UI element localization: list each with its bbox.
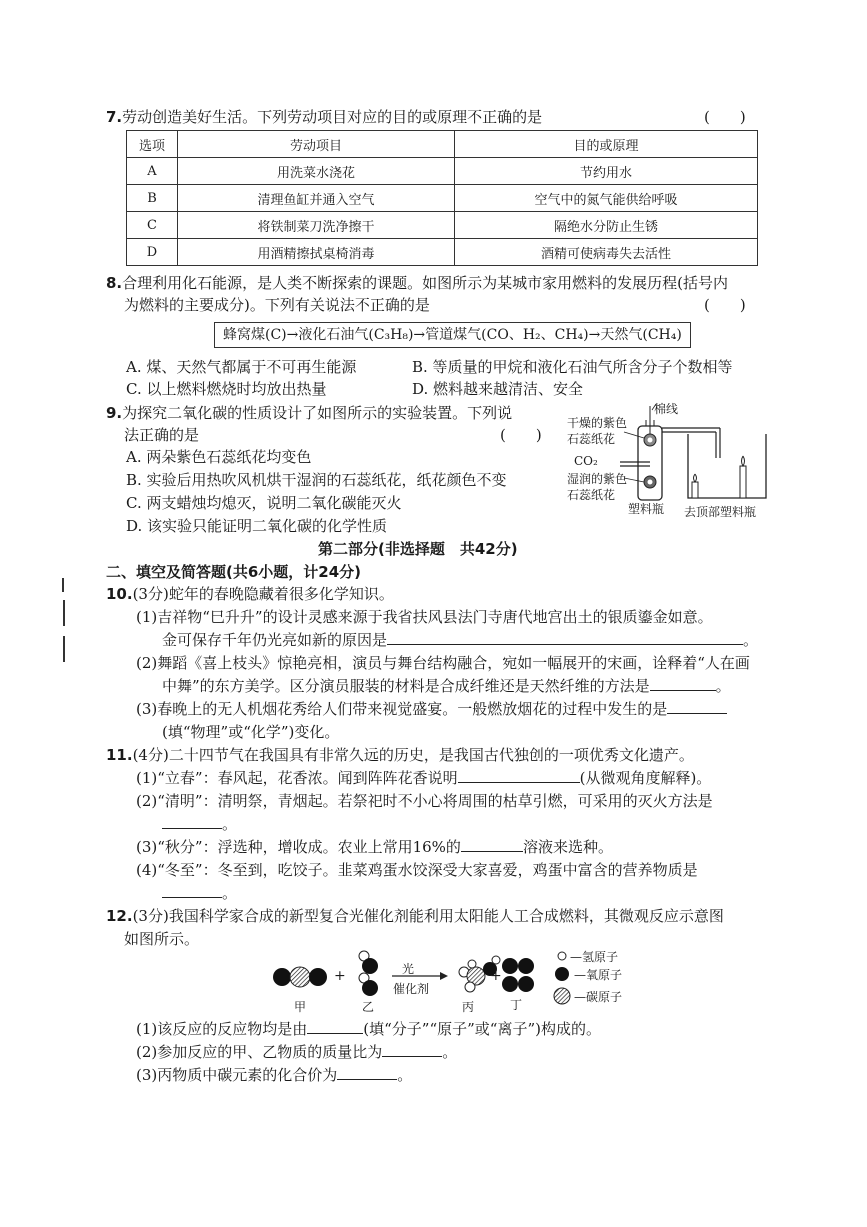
q7-number: 7. (106, 108, 123, 126)
table-cell: 隔绝水分防止生锈 (455, 212, 758, 239)
condition-light: 光 (402, 962, 415, 976)
q12-line1-text: (3分)我国科学家合成的新型复合光催化剂能利用太阳能人工合成燃料，其微观反应示意图 (132, 907, 724, 925)
part-two-title: 第二部分(非选择题 共42分) (318, 540, 518, 558)
answer-blank[interactable] (307, 1018, 363, 1034)
q8-line1 (106, 272, 728, 294)
q12-sub2-text: (2)参加反应的甲、乙物质的质量比为 (136, 1043, 383, 1061)
q11-stem-text: (4分)二十四节气在我国具有非常久远的历史，是我国古代独创的一项优秀文化遗产。 (132, 746, 694, 764)
q9-option-a[interactable]: A. 两朵紫色石蕊纸花均变色 (126, 448, 312, 466)
label-jia: 甲 (294, 1000, 307, 1014)
q11-sub4-line1: (4)“冬至”：冬至到，吃饺子。韭菜鸡蛋水饺深受大家喜爱，鸡蛋中富含的营养物质是 (136, 861, 698, 879)
answer-blank[interactable] (337, 1064, 397, 1080)
margin-mark (63, 600, 65, 626)
q8-option-b[interactable]: B. 等质量的甲烷和液化石油气所含分子个数相等 (412, 358, 733, 376)
table-cell: D (127, 239, 178, 266)
q10-sub1-line2 (162, 629, 758, 651)
q8-option-d[interactable]: D. 燃料越来越清洁、安全 (412, 380, 584, 398)
fig-label-cut-bottle: 去顶部塑料瓶 (684, 505, 757, 519)
q11-sub1-text: (1)“立春”：春风起，花香浓。闻到阵阵花香说明 (136, 769, 458, 787)
q9-option-b[interactable]: B. 实验后用热吹风机烘干湿润的石蕊纸花，纸花颜色不变 (126, 471, 507, 489)
q12-sub3 (136, 1064, 412, 1086)
table-header-cell: 选项 (127, 131, 178, 158)
q12-sub2 (136, 1041, 457, 1063)
table-cell: 清理鱼缸并通入空气 (178, 185, 455, 212)
q8-line2: 为燃料的主要成分)。下列有关说法不正确的是 (124, 296, 430, 314)
answer-blank[interactable] (162, 882, 222, 898)
q7-stem-text: 劳动创造美好生活。下列劳动项目对应的目的或原理不正确的是 (122, 108, 543, 126)
period: 。 (222, 884, 238, 902)
q8-answer-paren[interactable]: ( ) (704, 296, 746, 314)
fig-label-co2: CO₂ (574, 454, 598, 468)
q11-sub2-line1: (2)“清明”：清明祭，青烟起。若祭祀时不小心将周围的枯草引燃，可采用的灭火方法是 (136, 792, 713, 810)
q11-sub1-tail: (从微观角度解释)。 (579, 769, 712, 787)
q8-option-a[interactable]: A. 煤、天然气都属于不可再生能源 (126, 358, 357, 376)
q9-option-c[interactable]: C. 两支蜡烛均熄灭，说明二氧化碳能灭火 (126, 494, 402, 512)
q12-sub1 (136, 1018, 601, 1040)
answer-blank[interactable] (387, 629, 743, 645)
label-yi: 乙 (362, 1000, 375, 1014)
q8-number: 8. (106, 274, 123, 292)
plus-sign: + (490, 968, 502, 984)
q10-stem (106, 583, 394, 605)
table-row (127, 158, 758, 185)
legend-carbon: —碳原子 (574, 990, 623, 1004)
answer-blank[interactable] (650, 675, 716, 691)
label-ding: 丁 (510, 998, 523, 1012)
q12-line1 (106, 905, 724, 927)
table-cell: C (127, 212, 178, 239)
q11-number: 11. (106, 746, 133, 764)
q10-sub2-line2 (162, 675, 731, 697)
q12-sub1-tail: (填“分子”“原子”或“离子”)构成的。 (363, 1020, 601, 1038)
margin-mark (63, 636, 65, 662)
q10-stem-text: (3分)蛇年的春晚隐藏着很多化学知识。 (132, 585, 394, 603)
q11-sub1 (136, 767, 711, 789)
table-cell: 用洗菜水浇花 (178, 158, 455, 185)
q8-option-c[interactable]: C. 以上燃料燃烧时均放出热量 (126, 380, 327, 398)
table-cell: 空气中的氮气能供给呼吸 (455, 185, 758, 212)
q8-line1-text: 合理利用化石能源，是人类不断探索的课题。如图所示为某城市家用燃料的发展历程(括号内 (122, 274, 728, 292)
q11-sub2-line2 (162, 813, 237, 835)
section-two-heading: 二、填空及简答题(共6小题，计24分) (106, 563, 362, 581)
q11-stem (106, 744, 694, 766)
q11-sub3-tail: 溶液来选种。 (522, 838, 613, 856)
answer-blank[interactable] (461, 836, 523, 852)
plus-sign: + (334, 968, 346, 984)
table-header-row (127, 131, 758, 158)
period: 。 (397, 1066, 413, 1084)
q9-answer-paren[interactable]: ( ) (500, 426, 542, 444)
q12-sub1-text: (1)该反应的反应物均是由 (136, 1020, 308, 1038)
q10-sub3-line1 (136, 698, 727, 720)
table-cell: 酒精可使病毒失去活性 (455, 239, 758, 266)
q7-answer-paren[interactable]: ( ) (704, 108, 746, 126)
q10-sub1-line1: (1)吉祥物“巳升升”的设计灵感来源于我省扶风县法门寺唐代地宫出土的银质鎏金如意。 (136, 608, 713, 626)
period: 。 (743, 631, 759, 649)
table-header-cell: 劳动项目 (178, 131, 455, 158)
q7-stem (106, 106, 542, 128)
q9-line2: 法正确的是 (124, 426, 200, 444)
q11-sub3 (136, 836, 613, 858)
table-cell: 将铁制菜刀洗净擦干 (178, 212, 455, 239)
legend-hydrogen: —氢原子 (570, 950, 619, 964)
q10-sub3-text: (3)春晚上的无人机烟花秀给人们带来视觉盛宴。一般燃放烟花的过程中发生的是 (136, 700, 668, 718)
q11-sub4-line2 (162, 882, 237, 904)
answer-blank[interactable] (458, 767, 580, 783)
q10-sub2-line1: (2)舞蹈《喜上枝头》惊艳亮相，演员与舞台结构融合，宛如一幅展开的宋画，诠释着“人在画 (136, 654, 750, 672)
table-row (127, 239, 758, 266)
fuel-history-box: 蜂窝煤(C)→液化石油气(C₃H₈)→管道煤气(CO、H₂、CH₄)→天然气(CH₄) (214, 322, 691, 348)
q10-sub1-text: 金可保存千年仍光亮如新的原因是 (162, 631, 388, 649)
label-bing: 丙 (462, 1000, 475, 1014)
answer-blank[interactable] (162, 813, 222, 829)
fig-label-wet2: 石蕊纸花 (567, 488, 616, 502)
q10-sub2-text: 中舞”的东方美学。区分演员服装的材料是合成纤维还是天然纤维的方法是 (162, 677, 650, 695)
table-cell: 用酒精擦拭桌椅消毒 (178, 239, 455, 266)
q9-line1 (106, 402, 512, 424)
q12-sub3-text: (3)丙物质中碳元素的化合价为 (136, 1066, 338, 1084)
table-header-cell: 目的或原理 (455, 131, 758, 158)
answer-blank[interactable] (382, 1041, 442, 1057)
q10-number: 10. (106, 585, 133, 603)
q9-option-d[interactable]: D. 该实验只能证明二氧化碳的化学性质 (126, 517, 388, 535)
condition-catalyst: 催化剂 (393, 982, 430, 996)
fig-label-bottle: 塑料瓶 (628, 502, 665, 516)
table-row (127, 212, 758, 239)
table-cell: 节约用水 (455, 158, 758, 185)
q9-line1-text: 为探究二氧化碳的性质设计了如图所示的实验装置。下列说 (122, 404, 513, 422)
table-cell: A (127, 158, 178, 185)
table-cell: B (127, 185, 178, 212)
table-row (127, 185, 758, 212)
q7-table (126, 130, 758, 266)
fig-label-cotton: 棉线 (654, 402, 679, 416)
q10-sub3-line2: (填“物理”或“化学”)变化。 (162, 723, 340, 741)
q11-sub3-text: (3)“秋分”：浮选种，增收成。农业上常用16%的 (136, 838, 461, 856)
margin-mark (62, 578, 64, 592)
fig-label-dry1: 干燥的紫色 (567, 416, 628, 430)
q12-number: 12. (106, 907, 133, 925)
period: 。 (222, 815, 238, 833)
legend-oxygen: —氧原子 (574, 968, 623, 982)
q12-line2: 如图所示。 (124, 930, 200, 948)
period: 。 (442, 1043, 458, 1061)
answer-blank[interactable] (667, 698, 727, 714)
fig-label-dry2: 石蕊纸花 (567, 432, 616, 446)
q9-number: 9. (106, 404, 123, 422)
period: 。 (715, 677, 731, 695)
fig-label-wet1: 湿润的紫色 (567, 472, 628, 486)
